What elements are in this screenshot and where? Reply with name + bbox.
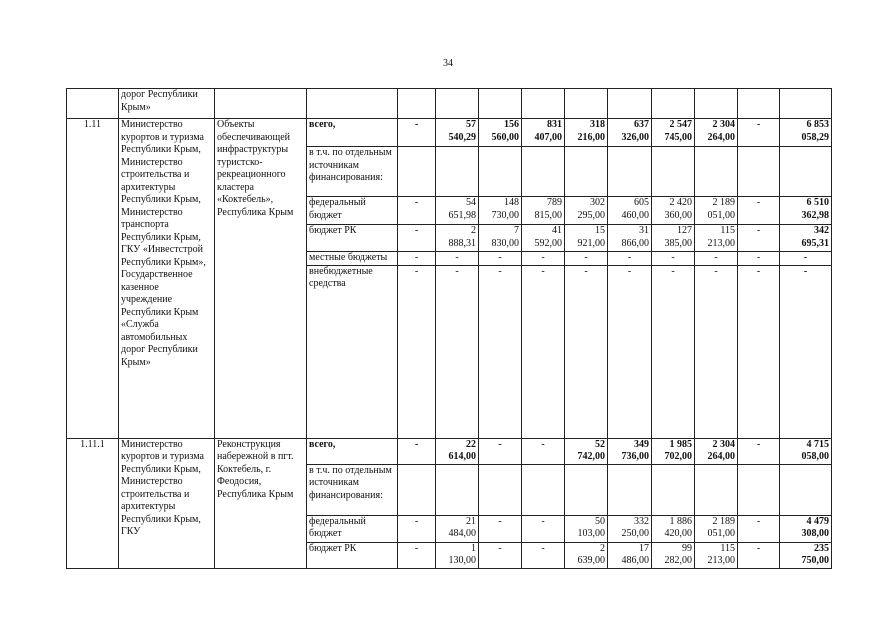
value-fraction-part: 051,00 [707,528,735,539]
empty-value-cell [565,147,608,197]
continued-value-cell [479,89,522,119]
value-integer-part: 342 [814,225,829,236]
continued-value-cell [608,89,652,119]
continued-value-cell [436,89,479,119]
value-integer-part: 41 [552,225,562,236]
value-integer-part: 1 [471,542,476,554]
value-cell: - [398,515,436,542]
funding-source-label: в т.ч. по отдельным источникам финансирования: [307,464,398,515]
value-cell [608,197,652,225]
value-fraction-part: 130,00 [448,555,476,566]
value-integer-part: 2 [600,542,605,554]
value-cell [695,438,738,464]
value-cell [608,438,652,464]
empty-value-cell [652,464,695,515]
item-code: 1.11 [67,119,119,439]
value-cell [780,542,832,568]
value-fraction-part: 103,00 [577,528,605,539]
value-cell [565,119,608,147]
value-fraction-part: 742,00 [577,451,605,462]
value-fraction-part: 614,00 [448,451,476,462]
value-integer-part: 22 [466,438,476,450]
continued-value-cell [738,89,780,119]
empty-value-cell [436,464,479,515]
value-cell: - [565,252,608,266]
empty-value-cell [522,147,565,197]
value-cell [522,225,565,252]
value-fraction-part: 460,00 [621,209,649,221]
value-fraction-part: 360,00 [664,209,692,221]
value-cell: - [695,252,738,266]
value-cell [608,225,652,252]
continued-value-cell [522,89,565,119]
value-cell: - [780,265,832,438]
value-cell: - [522,542,565,568]
value-fraction-part: 308,00 [801,528,829,539]
value-integer-part: 50 [595,515,605,527]
funding-source-label: всего, [307,119,398,147]
value-cell: - [398,252,436,266]
value-integer-part: 831 [547,119,562,130]
value-cell [479,119,522,147]
value-cell [565,515,608,542]
value-integer-part: 99 [682,542,692,554]
empty-value-cell [565,464,608,515]
value-cell [780,119,832,147]
empty-value-cell [522,464,565,515]
value-fraction-part: 486,00 [621,555,649,566]
value-cell [436,119,479,147]
funding-source-label: бюджет РК [307,225,398,252]
value-cell: - [398,265,436,438]
value-fraction-part: 592,00 [534,237,562,249]
value-integer-part: 115 [720,225,735,236]
value-integer-part: 2 304 [712,438,735,450]
value-cell [695,119,738,147]
funding-source-label: в т.ч. по отдельным источникам финансирования: [307,147,398,197]
table-row [67,438,832,464]
page-number: 34 [443,58,453,69]
value-cell [608,119,652,147]
value-cell [780,438,832,464]
value-cell: - [738,119,780,147]
value-cell [436,438,479,464]
empty-value-cell [738,147,780,197]
value-cell: - [522,265,565,438]
value-fraction-part: 484,00 [448,528,476,539]
value-cell: - [608,265,652,438]
value-fraction-part: 815,00 [534,209,562,221]
value-fraction-part: 420,00 [664,528,692,539]
funding-source-label: бюджет РК [307,542,398,568]
value-integer-part: 302 [590,197,605,208]
funding-source-label: всего, [307,438,398,464]
value-integer-part: 52 [595,438,605,450]
value-fraction-part: 264,00 [707,451,735,462]
value-cell [652,197,695,225]
empty-value-cell [398,147,436,197]
continued-responsible-cell: дорог Республики Крым» [119,89,215,119]
value-cell [695,197,738,225]
value-cell: - [652,265,695,438]
funding-source-label: внебюджетные средства [307,265,398,438]
value-fraction-part: 216,00 [577,131,605,143]
value-fraction-part: 213,00 [707,237,735,249]
value-fraction-part: 213,00 [707,555,735,566]
value-integer-part: 115 [720,542,735,554]
value-fraction-part: 830,00 [491,237,519,249]
value-fraction-part: 736,00 [621,451,649,462]
value-cell [608,542,652,568]
value-fraction-part: 362,98 [801,209,829,221]
value-cell: - [780,252,832,266]
value-integer-part: 1 985 [669,438,692,450]
value-cell [780,515,832,542]
continued-value-cell [780,89,832,119]
value-cell [652,438,695,464]
continued-object-cell [215,89,307,119]
value-fraction-part: 264,00 [707,131,735,143]
value-cell: - [479,515,522,542]
empty-value-cell [738,464,780,515]
value-cell [695,225,738,252]
value-fraction-part: 651,98 [448,209,476,221]
value-integer-part: 2 547 [669,119,692,130]
value-fraction-part: 540,29 [448,131,476,143]
value-cell [436,197,479,225]
value-integer-part: 54 [466,197,476,208]
value-cell: - [436,252,479,266]
value-integer-part: 4 715 [806,438,829,450]
value-cell: - [398,119,436,147]
value-cell [652,515,695,542]
funding-source-label: федеральный бюджет [307,197,398,225]
value-fraction-part: 560,00 [491,131,519,143]
value-cell: - [398,225,436,252]
value-integer-part: 605 [634,197,649,208]
continued-code-cell [67,89,119,119]
empty-value-cell [398,464,436,515]
value-fraction-part: 326,00 [621,131,649,143]
value-fraction-part: 295,00 [577,209,605,221]
value-fraction-part: 750,00 [801,555,829,566]
value-integer-part: 2 304 [712,119,735,130]
funding-source-label: федеральный бюджет [307,515,398,542]
value-cell: - [522,515,565,542]
value-cell: - [398,197,436,225]
empty-value-cell [652,147,695,197]
value-cell: - [738,542,780,568]
value-cell: - [398,542,436,568]
value-integer-part: 789 [547,197,562,208]
value-integer-part: 235 [814,542,829,554]
value-cell [695,542,738,568]
value-cell: - [652,252,695,266]
value-cell [652,542,695,568]
value-integer-part: 2 189 [712,197,735,208]
responsible-executors: Министерство курортов и туризма Республики Крым, Министерство строительства и архитектуры Республики Крым, Министерство транспорта Республики Крым, ГКУ «Инвестстрой Республики Крым», Государственное казенное учреждение Республики Крым «Служба автомобильных дорог Республики Крым» [119,119,215,439]
value-cell: - [565,265,608,438]
value-cell [652,119,695,147]
value-integer-part: 349 [634,438,649,450]
empty-value-cell [695,464,738,515]
value-fraction-part: 888,31 [448,237,476,249]
value-integer-part: 2 [471,225,476,236]
value-cell [695,515,738,542]
value-cell: - [738,252,780,266]
value-cell: - [738,197,780,225]
value-cell [479,197,522,225]
value-cell [436,515,479,542]
value-integer-part: 6 853 [806,119,829,130]
value-cell [608,515,652,542]
value-cell [436,542,479,568]
value-integer-part: 1 886 [669,515,692,527]
value-cell: - [398,438,436,464]
responsible-executors: Министерство курортов и туризма Республики Крым, Министерство строительства и архитектуры Республики Крым, ГКУ [119,438,215,568]
continued-value-cell [652,89,695,119]
empty-value-cell [695,147,738,197]
value-fraction-part: 866,00 [621,237,649,249]
empty-value-cell [780,147,832,197]
value-cell [565,225,608,252]
empty-value-cell [479,147,522,197]
value-cell [565,197,608,225]
value-cell [522,197,565,225]
empty-value-cell [436,147,479,197]
value-integer-part: 7 [514,225,519,236]
value-fraction-part: 730,00 [491,209,519,221]
value-fraction-part: 639,00 [577,555,605,566]
value-cell: - [522,252,565,266]
value-fraction-part: 702,00 [664,451,692,462]
object-name: Объекты обеспечивающей инфраструктуры туристско-рекреационного кластера «Коктебель», Республика Крым [215,119,307,439]
value-cell: - [738,265,780,438]
value-cell: - [479,542,522,568]
value-integer-part: 148 [504,197,519,208]
value-cell [436,225,479,252]
value-cell [522,119,565,147]
value-cell: - [738,225,780,252]
value-integer-part: 57 [466,119,476,130]
value-integer-part: 2 420 [669,197,692,208]
value-fraction-part: 407,00 [534,131,562,143]
continued-label-cell [307,89,398,119]
value-fraction-part: 745,00 [664,131,692,143]
empty-value-cell [479,464,522,515]
value-fraction-part: 058,29 [801,131,829,143]
value-integer-part: 21 [466,515,476,527]
value-fraction-part: 282,00 [664,555,692,566]
value-cell [565,542,608,568]
value-fraction-part: 058,00 [801,451,829,462]
value-cell: - [738,515,780,542]
value-cell: - [522,438,565,464]
continued-value-cell [398,89,436,119]
value-cell [780,197,832,225]
value-fraction-part: 051,00 [707,209,735,221]
value-cell: - [695,265,738,438]
value-integer-part: 156 [504,119,519,130]
value-integer-part: 17 [639,542,649,554]
value-integer-part: 332 [634,515,649,527]
value-cell [780,225,832,252]
value-integer-part: 637 [634,119,649,130]
continued-value-cell [695,89,738,119]
value-cell: - [738,438,780,464]
value-fraction-part: 250,00 [621,528,649,539]
continued-value-cell [565,89,608,119]
empty-value-cell [780,464,832,515]
value-cell [652,225,695,252]
continued-row [67,89,832,119]
value-integer-part: 2 189 [712,515,735,527]
value-integer-part: 31 [639,225,649,236]
value-integer-part: 127 [677,225,692,236]
item-code: 1.11.1 [67,438,119,568]
financing-table [66,88,832,569]
value-cell [565,438,608,464]
value-fraction-part: 385,00 [664,237,692,249]
value-cell [479,225,522,252]
value-cell: - [479,265,522,438]
empty-value-cell [608,464,652,515]
value-integer-part: 6 510 [806,197,829,208]
value-cell: - [436,265,479,438]
value-cell: - [479,438,522,464]
empty-value-cell [608,147,652,197]
value-integer-part: 15 [595,225,605,236]
value-integer-part: 318 [590,119,605,130]
value-fraction-part: 921,00 [577,237,605,249]
table-row [67,119,832,147]
value-integer-part: 4 479 [806,515,829,527]
value-cell: - [608,252,652,266]
value-cell: - [479,252,522,266]
funding-source-label: местные бюджеты [307,252,398,266]
value-fraction-part: 695,31 [801,237,829,249]
object-name: Реконструкция набережной в пгт. Коктебель, г. Феодосия, Республика Крым [215,438,307,568]
